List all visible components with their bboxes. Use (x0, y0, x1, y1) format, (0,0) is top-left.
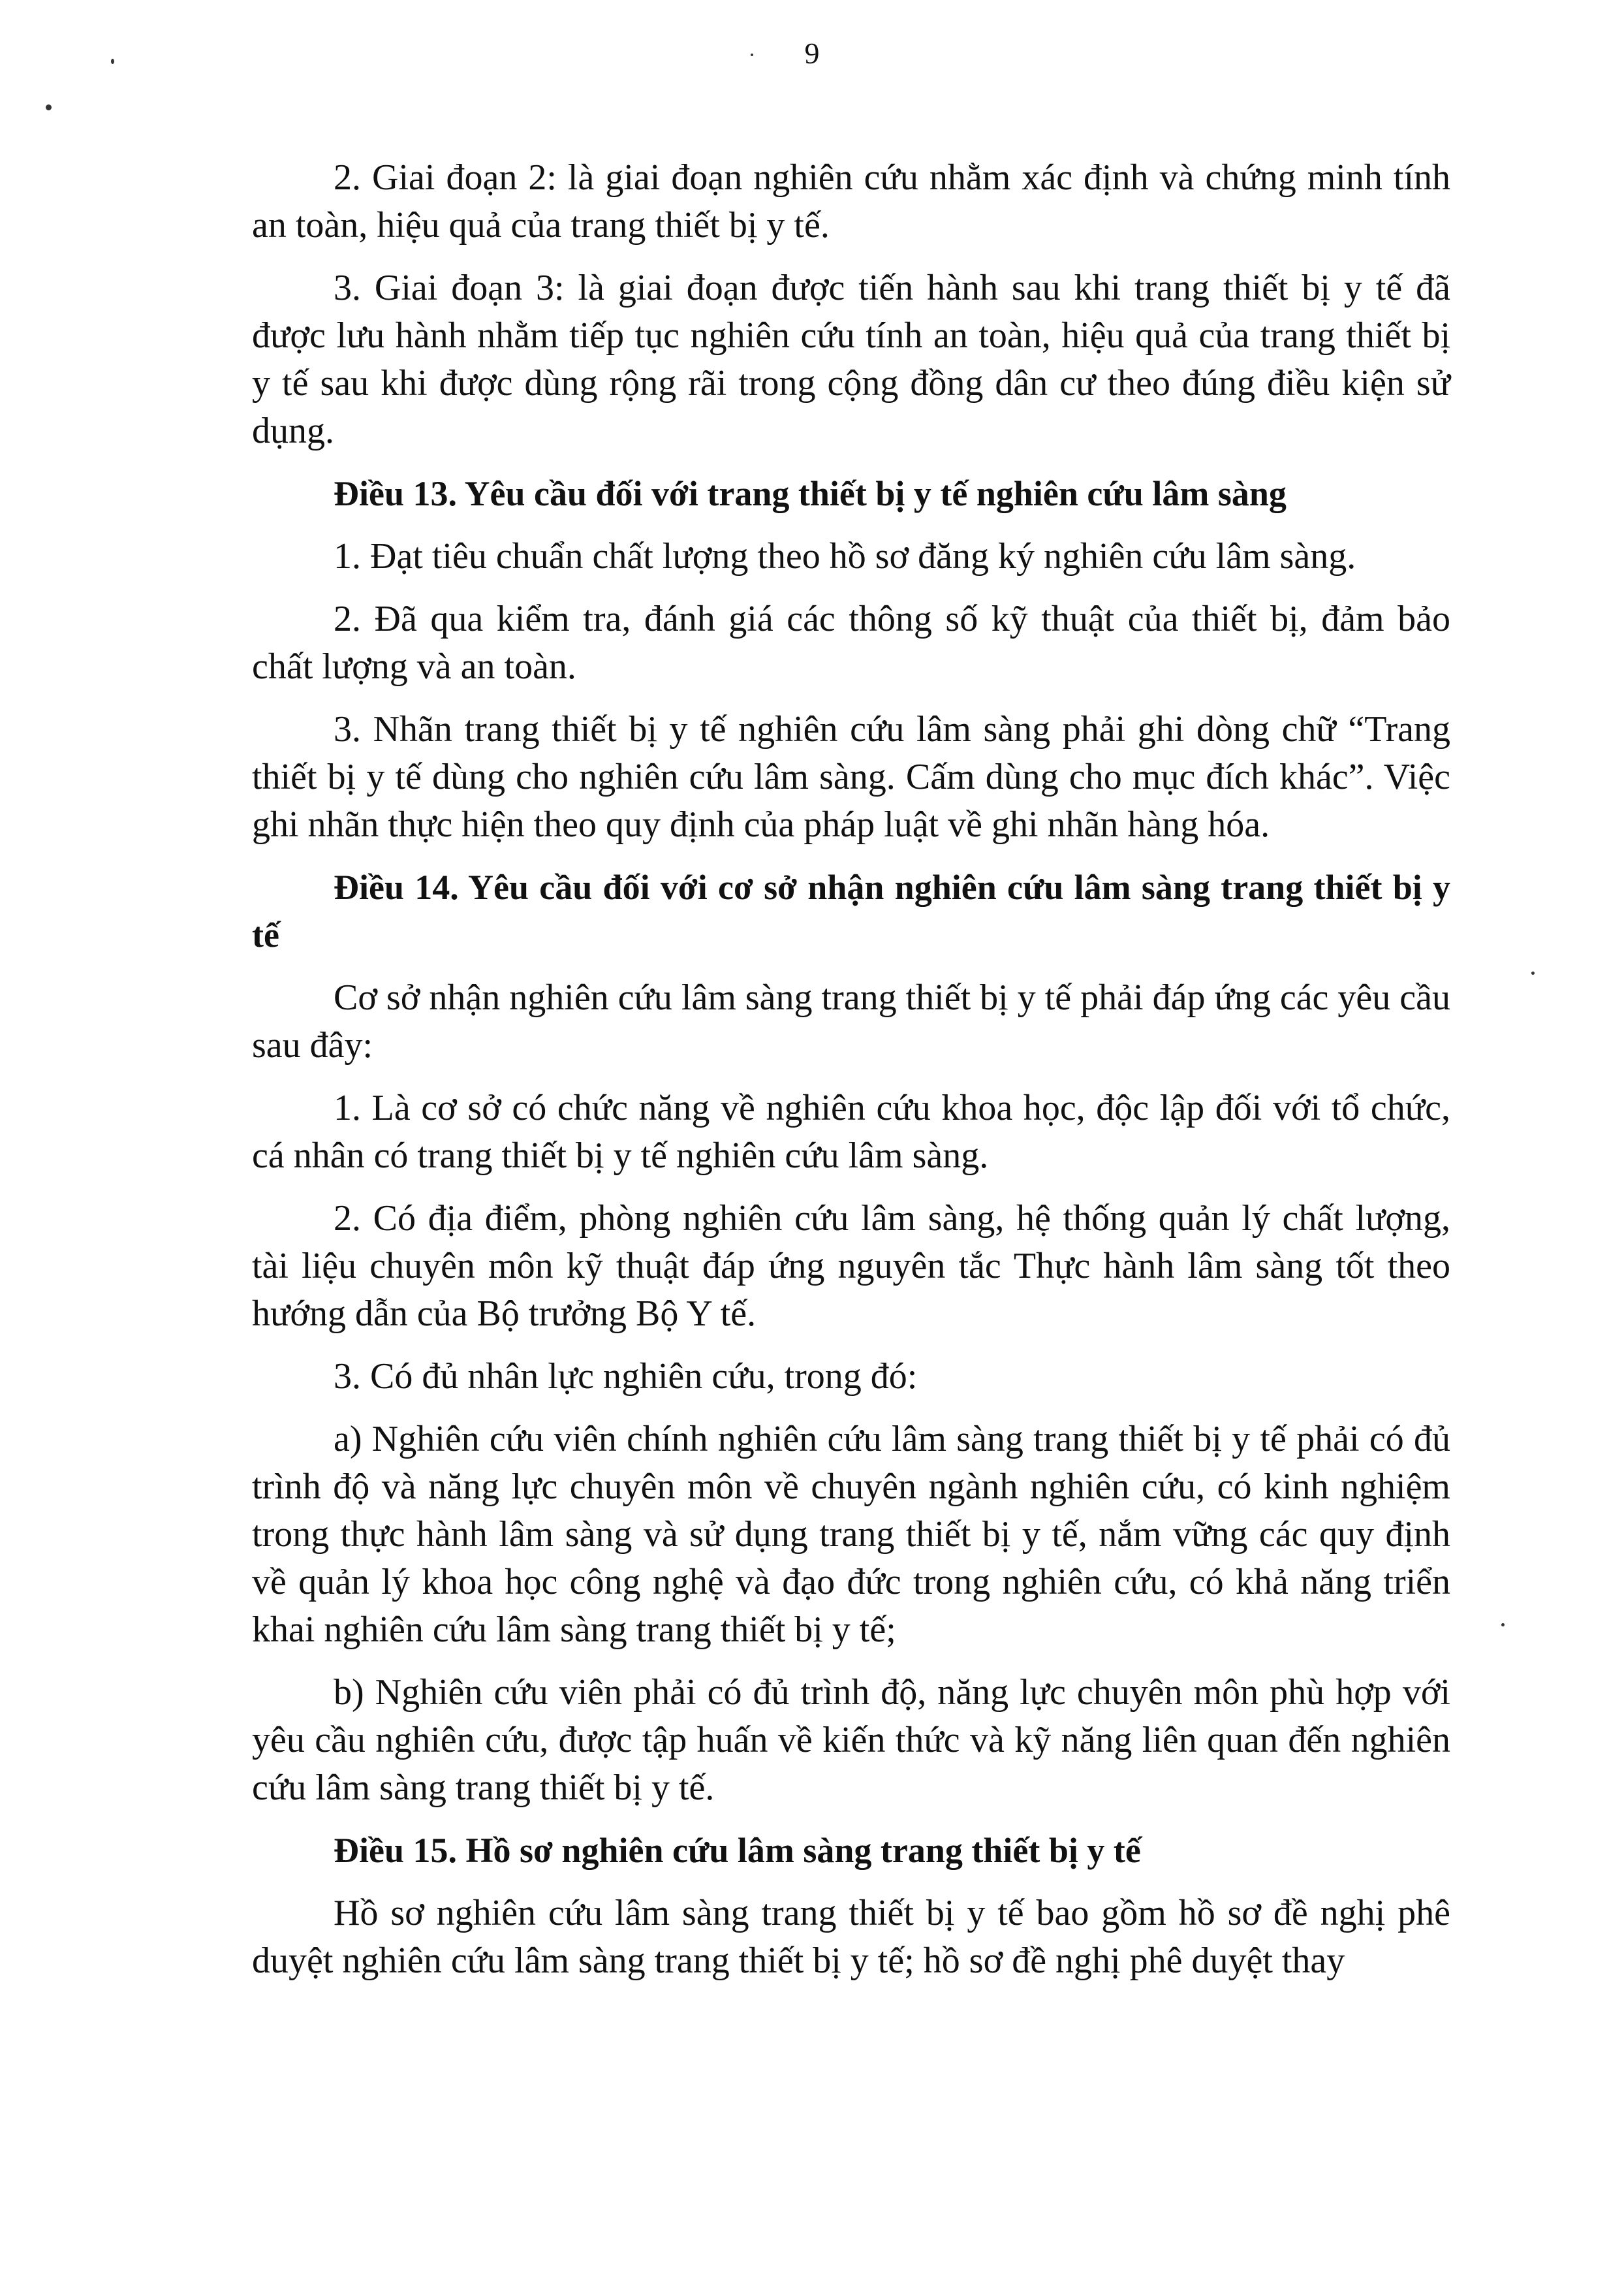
page-number: 9 (804, 37, 820, 70)
scan-speck (751, 54, 753, 56)
article-14-item-3a: a) Nghiên cứu viên chính nghiên cứu lâm sàng trang thiết bị y tế phải có đủ trình độ và năng lực chuyên môn về chuyên ngành nghiên cứu, có kinh nghiệm trong thực hành lâm sàng và sử dụng trang thiết bị y tế, nắm vững các quy định về quản lý khoa học công nghệ và đạo đức trong nghiên cứu, có khả năng triển khai nghiên cứu lâm sàng trang thiết bị y tế; (252, 1419, 1450, 1650)
article-14-item-1: 1. Là cơ sở có chức năng về nghiên cứu khoa học, độc lập đối với tổ chức, cá nhân có trang thiết bị y tế nghiên cứu lâm sàng. (252, 1088, 1450, 1176)
scan-speck (111, 59, 114, 64)
scan-speck (1501, 1623, 1505, 1626)
paragraph-stage-2: 2. Giai đoạn 2: là giai đoạn nghiên cứu nhằm xác định và chứng minh tính an toàn, hiệu quả của trang thiết bị y tế. (252, 157, 1450, 245)
article-13-item-3: 3. Nhãn trang thiết bị y tế nghiên cứu lâm sàng phải ghi dòng chữ “Trang thiết bị y tế dùng cho nghiên cứu lâm sàng. Cấm dùng cho mục đích khác”. Việc ghi nhãn thực hiện theo quy định của pháp luật về ghi nhãn hàng hóa. (252, 709, 1450, 845)
scan-speck (1531, 972, 1535, 975)
article-14-intro: Cơ sở nhận nghiên cứu lâm sàng trang thiết bị y tế phải đáp ứng các yêu cầu sau đây: (252, 977, 1450, 1066)
article-15-intro: Hồ sơ nghiên cứu lâm sàng trang thiết bị y tế bao gồm hồ sơ đề nghị phê duyệt nghiên cứu lâm sàng trang thiết bị y tế; hồ sơ đề nghị phê duyệt thay (252, 1893, 1450, 1981)
scan-speck (46, 104, 52, 110)
article-14-item-3: 3. Có đủ nhân lực nghiên cứu, trong đó: (334, 1356, 918, 1397)
article-13-heading: Điều 13. Yêu cầu đối với trang thiết bị y tế nghiên cứu lâm sàng (334, 474, 1287, 513)
article-14-heading: Điều 14. Yêu cầu đối với cơ sở nhận nghiên cứu lâm sàng trang thiết bị y tế (252, 868, 1450, 955)
paragraph-stage-3: 3. Giai đoạn 3: là giai đoạn được tiến hành sau khi trang thiết bị y tế đã được lưu hành nhằm tiếp tục nghiên cứu tính an toàn, hiệu quả của trang thiết bị y tế sau khi được dùng rộng rãi trong cộng đồng dân cư theo đúng điều kiện sử dụng. (252, 268, 1450, 451)
article-14-item-3b: b) Nghiên cứu viên phải có đủ trình độ, năng lực chuyên môn phù hợp với yêu cầu nghiên cứu, được tập huấn về kiến thức và kỹ năng liên quan đến nghiên cứu lâm sàng trang thiết bị y tế. (252, 1672, 1450, 1808)
article-15-heading: Điều 15. Hồ sơ nghiên cứu lâm sàng trang thiết bị y tế (334, 1831, 1141, 1870)
article-14-item-2: 2. Có địa điểm, phòng nghiên cứu lâm sàng, hệ thống quản lý chất lượng, tài liệu chuyên môn kỹ thuật đáp ứng nguyên tắc Thực hành lâm sàng tốt theo hướng dẫn của Bộ trưởng Bộ Y tế. (252, 1198, 1450, 1334)
article-13-item-1: 1. Đạt tiêu chuẩn chất lượng theo hồ sơ đăng ký nghiên cứu lâm sàng. (334, 536, 1356, 577)
article-13-item-2: 2. Đã qua kiểm tra, đánh giá các thông số kỹ thuật của thiết bị, đảm bảo chất lượng và an toàn. (252, 599, 1450, 687)
document-body (252, 154, 1450, 2000)
